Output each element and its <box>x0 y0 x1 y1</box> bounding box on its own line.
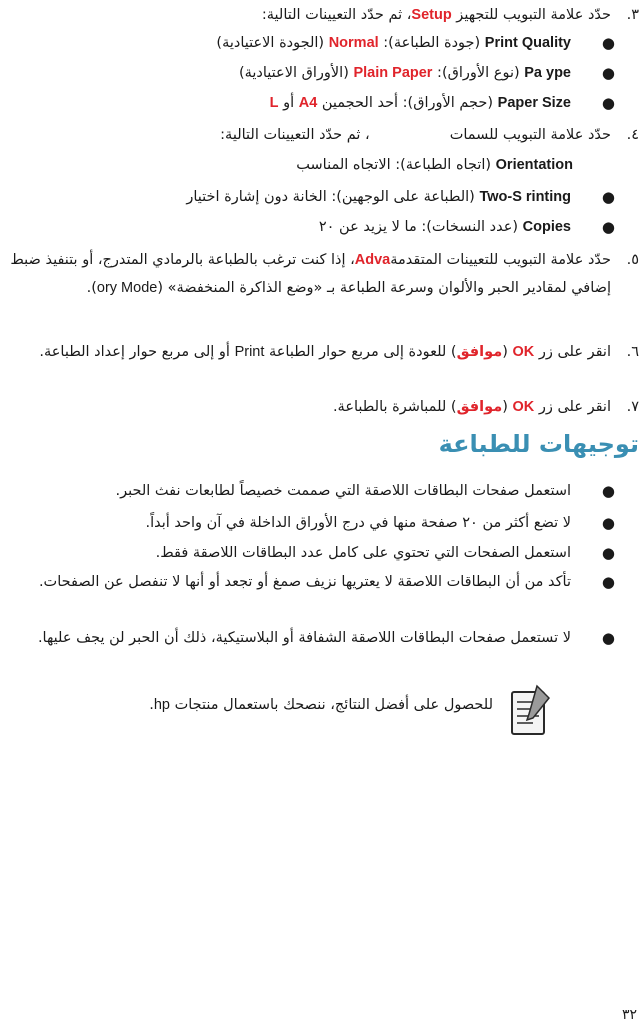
guideline-text: تأكد من أن البطاقات اللاصقة لا يعتريها نزيف صمغ أو تجعد أو أنها لا تنفصل عن الصفحات. <box>38 574 571 590</box>
setting-label: Pa ype <box>524 65 571 81</box>
step-text: ، ثم حدّد التعيينات التالية: <box>261 7 412 23</box>
bullet-icon: ● <box>601 514 615 532</box>
bullet-icon: ● <box>601 544 615 562</box>
setup-tab-label: Setup <box>411 7 452 23</box>
setting-label: Copies <box>522 219 571 235</box>
step-text: حدّد علامة التبويب للتعيينات المتقدمة <box>390 252 611 268</box>
bullet-icon: ● <box>601 188 615 206</box>
orientation-setting <box>4 152 573 178</box>
step-number: ٤. <box>626 127 639 143</box>
guideline-text: استعمل صفحات البطاقات اللاصقة التي صممت خصيصاً لطابعات نفث الحبر. <box>115 483 571 499</box>
advanced-tab-label: Adva <box>354 252 391 268</box>
ok-button-label: OK <box>512 344 535 360</box>
page-number: ٣٢ <box>621 1007 637 1023</box>
step-7: ٧. انقر على زر OK (موافق) للمباشرة بالطباعة. <box>4 394 639 420</box>
setting-label: Orientation <box>495 157 573 173</box>
setting-text: (عدد النسخات): ما لا يزيد عن ٢٠ <box>318 219 523 235</box>
list-item <box>4 184 615 210</box>
list-item <box>4 90 615 116</box>
step-text: أو إلى مربع حوار إعداد الطباعة. <box>39 344 235 360</box>
step-text: ، إذا كنت ترغب بالطباعة بالرمادي المتدرج، أو بتنفيذ ضبط إضافي لمقادير الحبر والألوان وسرعة الطباعة بـ «وضع الذاكرة المنخفضة» ( <box>10 252 611 296</box>
step-text: حدّد علامة التبويب للسمات <box>449 127 611 143</box>
note-pad-icon <box>509 682 551 742</box>
bullet-icon: ● <box>601 629 615 647</box>
step-text: انقر على زر <box>534 344 611 360</box>
setting-value: L <box>269 95 279 111</box>
step-text: حدّد علامة التبويب للتجهيز <box>451 7 611 23</box>
bullet-icon: ● <box>601 34 615 52</box>
step-4 <box>4 122 639 148</box>
setting-text: (اتجاه الطباعة): الاتجاه المناسب <box>296 157 496 173</box>
bullet-icon: ● <box>601 218 615 236</box>
setting-label: Paper Size <box>497 95 571 111</box>
bullet-icon: ● <box>601 64 615 82</box>
step-text: ، ثم حدّد التعيينات التالية: <box>220 127 370 143</box>
list-item <box>4 540 615 566</box>
setting-text: (الطباعة على الوجهين): الخانة دون إشارة اختيار <box>186 189 480 205</box>
step-number: ٦. <box>626 344 639 360</box>
step-number: ٣. <box>626 7 639 23</box>
step-number: ٥. <box>626 252 639 268</box>
setting-text: أو <box>278 95 299 111</box>
list-item <box>4 30 615 56</box>
ok-button-label: OK <box>512 399 535 415</box>
list-item <box>4 568 615 596</box>
bullet-icon: ● <box>601 573 615 591</box>
note-text <box>4 692 493 718</box>
guideline-text: لا تضع أكثر من ٢٠ صفحة منها في درج الأوراق الداخلة في آن واحد أبداً. <box>145 515 571 531</box>
bullet-icon: ● <box>601 94 615 112</box>
mode-label: ory Mode <box>96 280 158 296</box>
setting-value: A4 <box>298 95 318 111</box>
step-6: ٦. انقر على زر OK (موافق) للعودة إلى مربع حوار الطباعة Print أو إلى مربع حوار إعداد الطباعة. <box>4 338 639 366</box>
setting-label: Two-S rinting <box>479 189 571 205</box>
setting-text: (نوع الأوراق): <box>432 65 525 81</box>
setting-text: (جودة الطباعة): <box>378 35 485 51</box>
step-number: ٧. <box>626 399 639 415</box>
print-dialog-label: Print <box>234 344 265 360</box>
guideline-text: لا تستعمل صفحات البطاقات اللاصقة الشفافة أو البلاستيكية، ذلك أن الحبر لن يجف عليها. <box>37 630 571 646</box>
step-text: للعودة إلى مربع حوار الطباعة <box>264 344 451 360</box>
list-item <box>4 60 615 86</box>
list-item <box>4 510 615 536</box>
ok-button-label-ar: موافق <box>456 399 503 415</box>
step-text: انقر على زر <box>534 399 611 415</box>
setting-label: Print Quality <box>484 35 571 51</box>
note-text-part: . <box>149 697 154 713</box>
setting-text: (حجم الأوراق): أحد الحجمين <box>317 95 498 111</box>
list-item <box>4 624 615 652</box>
guideline-text: استعمل الصفحات التي تحتوي على كامل عدد البطاقات اللاصقة فقط. <box>155 545 571 561</box>
ok-button-label-ar: موافق <box>456 344 503 360</box>
setting-text: (الأوراق الاعتيادية) <box>238 65 354 81</box>
bullet-icon: ● <box>601 482 615 500</box>
list-item <box>4 478 615 504</box>
setting-text: (الجودة الاعتيادية) <box>216 35 329 51</box>
step-3 <box>4 2 639 28</box>
step-text: ). <box>86 280 97 296</box>
note-text-part: للحصول على أفضل النتائج، ننصحك باستعمال منتجات <box>169 697 493 713</box>
section-heading: توجيهات للطباعة <box>438 430 639 458</box>
hp-brand: hp <box>153 697 170 713</box>
setting-value: Normal <box>328 35 379 51</box>
setting-value: Plain Paper <box>353 65 433 81</box>
list-item <box>4 214 615 240</box>
step-5 <box>4 246 639 302</box>
step-text: للمباشرة بالطباعة. <box>332 399 451 415</box>
